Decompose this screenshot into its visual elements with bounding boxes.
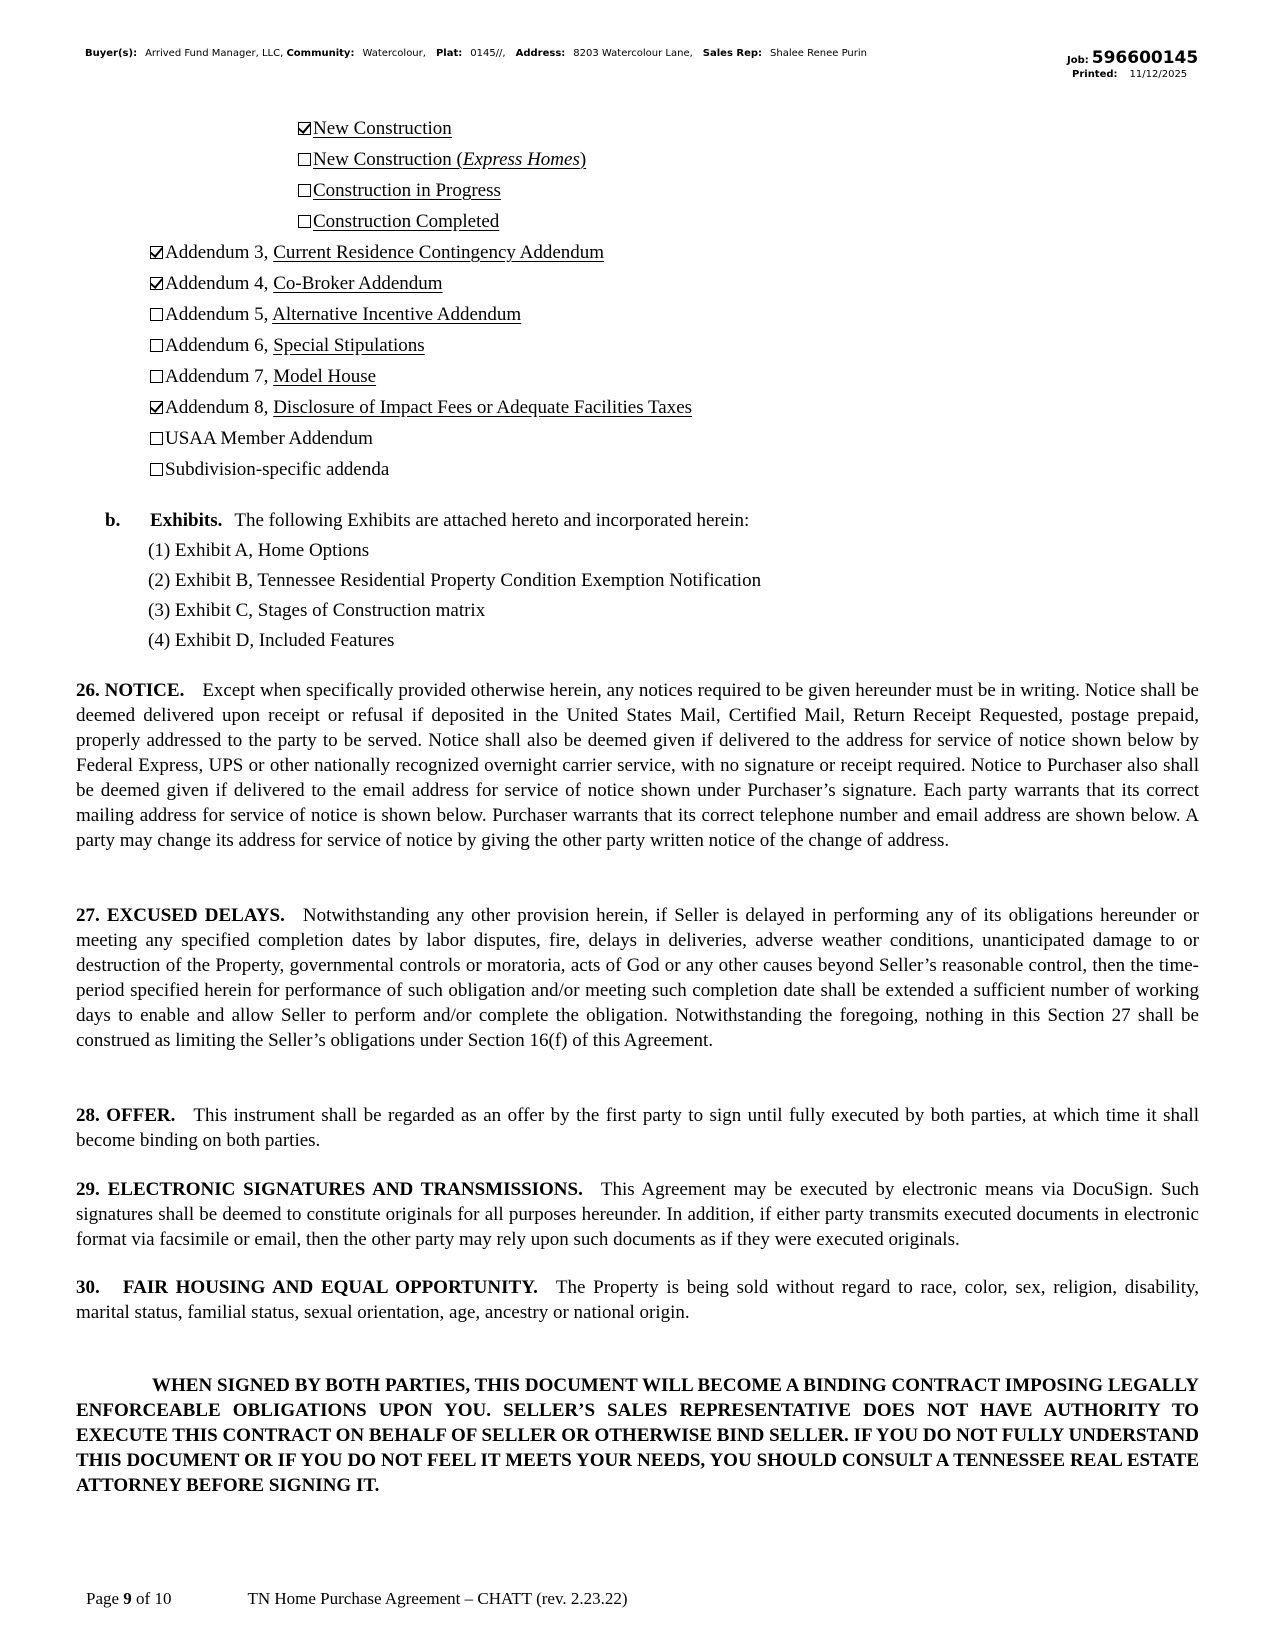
address-label: Address:: [515, 48, 566, 59]
addendum-prefix: Subdivision-specific addenda: [165, 459, 390, 480]
addendum-6[interactable]: [150, 333, 425, 358]
page-prefix: Page: [86, 1589, 124, 1608]
addendum-5[interactable]: [150, 302, 521, 327]
exhibits-letter: b.: [105, 510, 121, 531]
option-label: New Construction: [313, 118, 452, 139]
community-label: Community:: [286, 48, 355, 59]
addendum-prefix: Addendum 3,: [165, 242, 274, 263]
exhibit-item: (4) Exhibit D, Included Features: [148, 630, 395, 651]
checkbox-unchecked[interactable]: [298, 184, 311, 197]
community-value: Watercolour,: [362, 48, 426, 59]
addendum-prefix: USAA Member Addendum: [165, 428, 373, 449]
addendum-7[interactable]: [150, 364, 376, 389]
option-label: Construction Completed: [313, 211, 500, 232]
buyer-value: Arrived Fund Manager, LLC,: [145, 48, 284, 59]
section-body: The Property is being sold without regard to race, color, sex, religion, disability, marital status, familial status, sexual orientation, age, ancestry or national origin.: [76, 1277, 1199, 1323]
section-body: Except when specifically provided otherwise herein, any notices required to be given hereunder must be in writing. Notice shall be deemed delivered upon receipt or refusal if deposited in the United States Mail, Certified Mail, Return Receipt Requested, postage prepaid, properly addressed to the party to be served. Notice shall also be deemed given if delivered to the address for service of notice shown below by Federal Express, UPS or other nationally recognized overnight carrier service, with no signature or receipt required. Notice to Purchaser also shall be deemed given if delivered to the email address for service of notice shown under Purchaser’s signature. Each party warrants that its correct mailing address for service of notice is shown below. Purchaser warrants that its correct telephone number and email address are shown below. A party may change its address for service of notice by giving the other party written notice of the change of address.: [76, 680, 1199, 851]
page-number: 9: [123, 1589, 132, 1608]
section-heading: 29. ELECTRONIC SIGNATURES AND TRANSMISSIONS.: [76, 1179, 583, 1200]
sales-rep-value: Shalee Renee Purin: [770, 48, 867, 59]
option-new-construction[interactable]: [298, 116, 452, 141]
section-28-offer: [76, 1103, 1199, 1153]
section-heading: 30. FAIR HOUSING AND EQUAL OPPORTUNITY.: [76, 1277, 538, 1298]
option-new-construction-express[interactable]: [298, 147, 586, 172]
job-info: [1067, 48, 1198, 80]
section-heading: 28. OFFER.: [76, 1105, 176, 1126]
exhibits-intro: The following Exhibits are attached hereto and incorporated herein:: [234, 510, 750, 531]
job-label: Job:: [1067, 55, 1089, 66]
page-footer: [86, 1589, 628, 1609]
section-heading: 27. EXCUSED DELAYS.: [76, 905, 285, 926]
addendum-title: Current Residence Contingency Addendum: [273, 242, 605, 263]
checkbox-checked[interactable]: [298, 122, 311, 135]
usaa-addendum[interactable]: [150, 426, 373, 451]
addendum-prefix: Addendum 8,: [165, 397, 274, 418]
exhibit-item: (3) Exhibit C, Stages of Construction matrix: [148, 600, 486, 621]
option-label: Construction in Progress: [313, 180, 501, 201]
addendum-title: Special Stipulations: [273, 335, 425, 356]
checkbox-unchecked[interactable]: [150, 463, 163, 476]
addendum-title: Co-Broker Addendum: [273, 273, 443, 294]
addendum-prefix: Addendum 6,: [165, 335, 274, 356]
page-of: of 10: [131, 1589, 172, 1608]
checkbox-unchecked[interactable]: [298, 153, 311, 166]
option-label-italic: Express Homes: [462, 149, 580, 170]
buyer-label: Buyer(s):: [85, 48, 138, 59]
binding-contract-warning: WHEN SIGNED BY BOTH PARTIES, THIS DOCUMENT WILL BECOME A BINDING CONTRACT IMPOSING LEGALLY ENFORCEABLE OBLIGATIONS UPON YOU. SELLER’S SALES REPRESENTATIVE DOES NOT HAVE AUTHORITY TO EXECUTE THIS CONTRACT ON BEHALF OF SELLER OR OTHERWISE BIND SELLER. IF YOU DO NOT FULLY UNDERSTAND THIS DOCUMENT OR IF YOU DO NOT FEEL IT MEETS YOUR NEEDS, YOU SHOULD CONSULT A TENNESSEE REAL ESTATE ATTORNEY BEFORE SIGNING IT.: [76, 1375, 1199, 1496]
printed-label: Printed:: [1072, 69, 1118, 80]
addendum-prefix: Addendum 4,: [165, 273, 274, 294]
checkbox-checked[interactable]: [150, 401, 163, 414]
section-body: Notwithstanding any other provision herein, if Seller is delayed in performing any of its obligations hereunder or meeting any specified completion dates by labor disputes, fire, delays in deliveries, adverse weather conditions, unanticipated damage to or destruction of the Property, governmental controls or moratoria, acts of God or any other causes beyond Seller’s reasonable control, then the time-period specified herein for performance of such obligation and/or meeting such completion date shall be extended a sufficient number of working days to enable and allow Seller to perform and/or complete the obligation. Notwithstanding the foregoing, nothing in this Section 27 shall be construed as limiting the Seller’s obligations under Section 16(f) of this Agreement.: [76, 905, 1199, 1051]
checkbox-unchecked[interactable]: [150, 339, 163, 352]
option-construction-in-progress[interactable]: [298, 178, 501, 203]
checkbox-unchecked[interactable]: [150, 308, 163, 321]
plat-label: Plat:: [435, 48, 463, 59]
addendum-prefix: Addendum 5,: [165, 304, 273, 325]
section-body: This Agreement may be executed by electronic means via DocuSign. Such signatures shall be deemed to constitute originals for all purposes hereunder. In addition, if either party transmits executed documents in electronic format via facsimile or email, then the other party may rely upon such documents as if they were executed originals.: [76, 1179, 1199, 1250]
addendum-3[interactable]: [150, 240, 604, 265]
checkbox-unchecked[interactable]: [150, 432, 163, 445]
addendum-title: Model House: [273, 366, 377, 387]
section-heading: 26. NOTICE.: [76, 680, 185, 701]
section-26-notice: [76, 678, 1199, 853]
exhibits-label: Exhibits.: [150, 510, 223, 531]
plat-value: 0145//,: [470, 48, 506, 59]
sales-rep-label: Sales Rep:: [702, 48, 763, 59]
address-value: 8203 Watercolour Lane,: [573, 48, 693, 59]
section-27-excused-delays: [76, 903, 1199, 1053]
addendum-title: Disclosure of Impact Fees or Adequate Facilities Taxes: [273, 397, 693, 418]
exhibit-item: (1) Exhibit A, Home Options: [148, 540, 370, 561]
checkbox-checked[interactable]: [150, 246, 163, 259]
section-29-electronic-signatures: [76, 1177, 1199, 1252]
exhibits-heading: [105, 508, 749, 533]
addendum-8[interactable]: [150, 395, 692, 420]
form-name: TN Home Purchase Agreement – CHATT (rev. 2.23.22): [247, 1589, 628, 1608]
job-number: 596600145: [1091, 48, 1199, 68]
subdivision-addenda[interactable]: [150, 457, 389, 482]
checkbox-checked[interactable]: [150, 277, 163, 290]
option-construction-completed[interactable]: [298, 209, 499, 234]
section-body: This instrument shall be regarded as an offer by the first party to sign until fully executed by both parties, at which time it shall become binding on both parties.: [76, 1105, 1199, 1151]
checkbox-unchecked[interactable]: [150, 370, 163, 383]
section-30-fair-housing: [76, 1275, 1199, 1325]
option-label-end: ): [579, 149, 587, 170]
addendum-prefix: Addendum 7,: [165, 366, 274, 387]
checkbox-unchecked[interactable]: [298, 215, 311, 228]
addendum-4[interactable]: [150, 271, 443, 296]
addendum-title: Alternative Incentive Addendum: [272, 304, 522, 325]
printed-date: 11/12/2025: [1129, 69, 1188, 80]
option-label: New Construction (: [313, 149, 463, 170]
exhibit-item: (2) Exhibit B, Tennessee Residential Property Condition Exemption Notification: [148, 570, 762, 591]
header-info: [85, 48, 867, 59]
